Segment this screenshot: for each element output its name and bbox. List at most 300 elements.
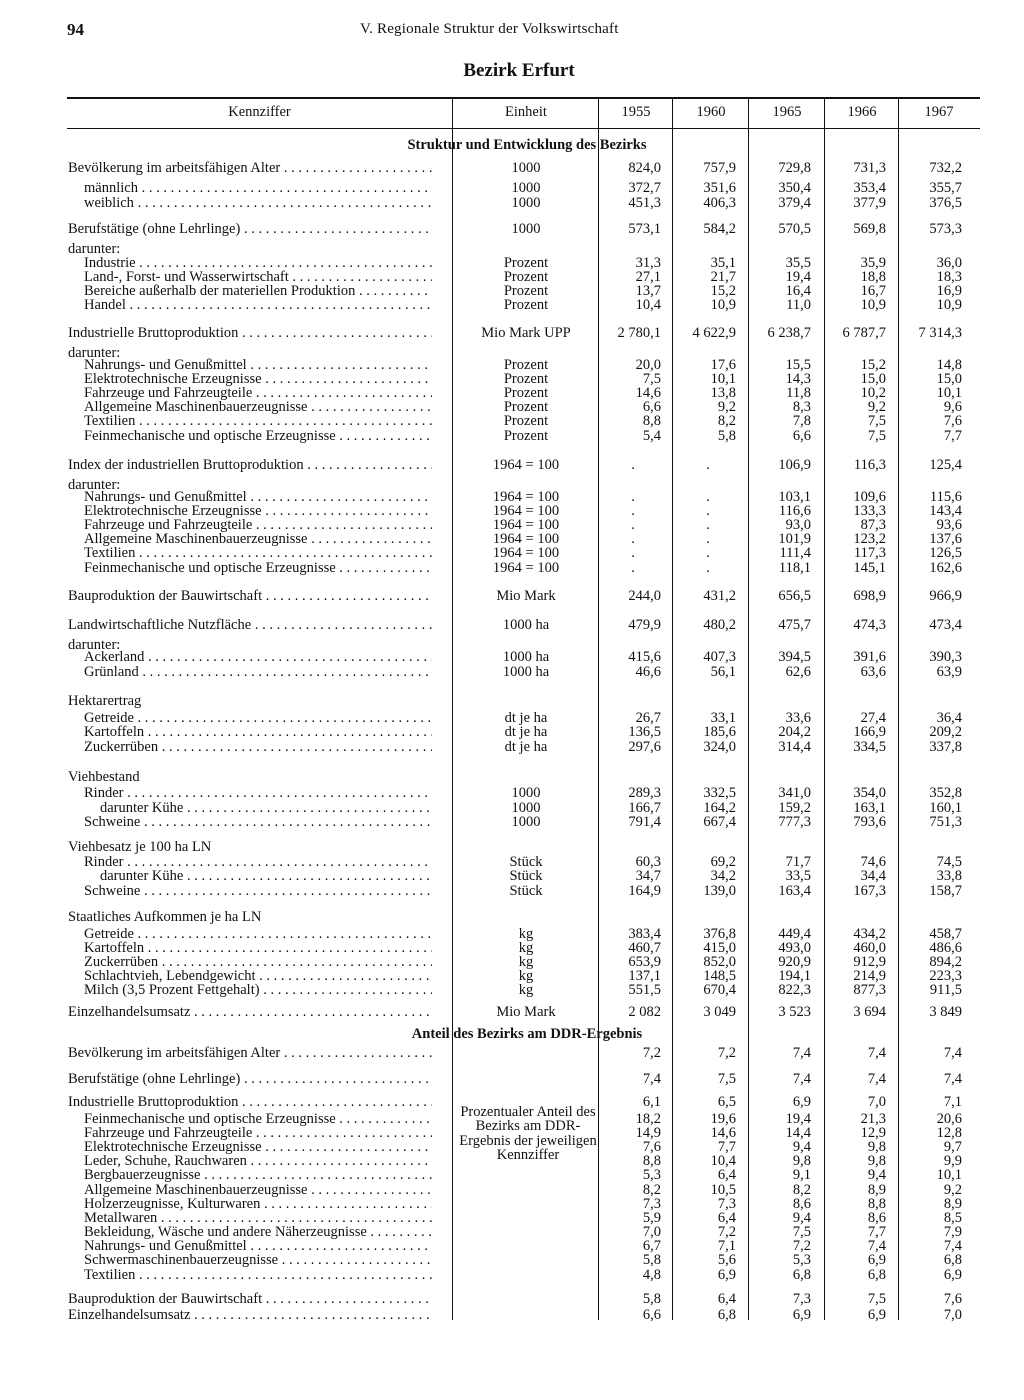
cell-1960: 4 622,9	[692, 325, 736, 341]
table-row	[0, 180, 1024, 196]
table-row	[0, 883, 1024, 899]
cell-1967: 486,6	[929, 940, 962, 956]
row-label: Getreide . . .	[84, 926, 432, 942]
cell-1966: 877,3	[853, 982, 886, 998]
cell-1965: 7,8	[792, 413, 811, 429]
cell-1967: 158,7	[929, 883, 962, 899]
cell-1966: 9,8	[867, 1139, 886, 1155]
cell-1965: 9,8	[792, 1153, 811, 1169]
cell-1955: 5,8	[642, 1252, 661, 1268]
cell-1955: .	[631, 489, 635, 505]
cell-1960: 332,5	[703, 785, 736, 801]
cell-1967: 7,4	[943, 1045, 962, 1061]
row-label: Textilien . . .	[84, 413, 432, 429]
cell-1960: 7,5	[717, 1071, 736, 1087]
cell-1955: 27,1	[635, 269, 661, 285]
cell-1960: 376,8	[703, 926, 736, 942]
row-label: Index der industriellen Bruttoproduktion . . .	[68, 457, 432, 473]
table-row	[0, 1004, 1024, 1020]
cell-1960: 7,2	[717, 1224, 736, 1240]
row-unit: dt je ha	[504, 739, 548, 755]
row-unit: Prozent	[503, 428, 549, 444]
cell-1955: 5,9	[642, 1210, 661, 1226]
cell-1965: 3 523	[778, 1004, 811, 1020]
row-label: Rinder . . .	[84, 785, 432, 801]
cell-1960: 35,1	[710, 255, 736, 271]
cell-1967: 7,7	[943, 428, 962, 444]
cell-1965: 656,5	[778, 588, 811, 604]
cell-1967: 7,4	[943, 1238, 962, 1254]
row-label: Industrielle Bruttoproduktion . . .	[68, 325, 432, 341]
cell-1966: 123,2	[853, 531, 886, 547]
cell-1965: 9,4	[792, 1139, 811, 1155]
cell-1960: 14,6	[710, 1125, 736, 1141]
cell-1955: 137,1	[628, 968, 661, 984]
cell-1965: 6,9	[792, 1094, 811, 1110]
cell-1967: 160,1	[929, 800, 962, 816]
cell-1965: 394,5	[778, 649, 811, 665]
cell-1955: 451,3	[628, 195, 661, 211]
row-label: Industrie . . .	[84, 255, 432, 271]
cell-1955: 551,5	[628, 982, 661, 998]
header-year-1967: 1967	[924, 104, 954, 120]
row-label: Nahrungs- und Genußmittel . . .	[84, 489, 432, 505]
table-row	[0, 413, 1024, 429]
cell-1966: 698,9	[853, 588, 886, 604]
cell-1955: 14,6	[635, 385, 661, 401]
cell-1966: 10,2	[860, 385, 886, 401]
cell-1967: 473,4	[929, 617, 962, 633]
cell-1965: 7,5	[792, 1224, 811, 1240]
row-label: Elektrotechnische Erzeugnisse . . .	[84, 503, 432, 519]
table-row	[0, 325, 1024, 341]
table-row	[0, 769, 1024, 785]
row-unit: kg	[518, 940, 534, 956]
cell-1966: 133,3	[853, 503, 886, 519]
table-row	[0, 814, 1024, 830]
cell-1965: 71,7	[785, 854, 811, 870]
row-unit: 1000	[511, 221, 541, 237]
row-label: Fahrzeuge und Fahrzeugteile . . .	[84, 1125, 432, 1141]
cell-1965: 6,9	[792, 1307, 811, 1323]
cell-1966: 27,4	[860, 710, 886, 726]
cell-1966: 353,4	[853, 180, 886, 196]
row-label: Viehbestand	[68, 769, 140, 785]
cell-1966: 7,5	[867, 1291, 886, 1307]
table-row	[0, 909, 1024, 925]
row-label: Kartoffeln . . .	[84, 940, 432, 956]
cell-1960: 69,2	[710, 854, 736, 870]
cell-1966: 21,3	[860, 1111, 886, 1127]
row-unit: 1000	[511, 195, 541, 211]
cell-1960: 185,6	[703, 724, 736, 740]
cell-1965: 475,7	[778, 617, 811, 633]
row-label: Viehbesatz je 100 ha LN	[68, 839, 212, 855]
row-label: darunter Kühe . . .	[100, 800, 432, 816]
cell-1960: 480,2	[703, 617, 736, 633]
cell-1967: 6,8	[943, 1252, 962, 1268]
cell-1960: 148,5	[703, 968, 736, 984]
cell-1967: 9,6	[943, 399, 962, 415]
row-label: Hektarertrag	[68, 693, 142, 709]
header-bottom-rule	[67, 128, 980, 129]
row-unit: kg	[518, 954, 534, 970]
cell-1955: 791,4	[628, 814, 661, 830]
row-label: Bauproduktion der Bauwirtschaft . . .	[68, 1291, 432, 1307]
cell-1960: .	[706, 545, 710, 561]
cell-1966: 15,2	[860, 357, 886, 373]
cell-1960: 6,5	[717, 1094, 736, 1110]
cell-1960: 34,2	[710, 868, 736, 884]
row-label: Kartoffeln . . .	[84, 724, 432, 740]
cell-1965: 6,6	[792, 428, 811, 444]
cell-1955: 5,8	[642, 1291, 661, 1307]
cell-1967: 10,1	[936, 385, 962, 401]
row-unit: Stück	[509, 883, 543, 899]
cell-1965: 163,4	[778, 883, 811, 899]
cell-1965: 33,6	[785, 710, 811, 726]
cell-1967: 732,2	[929, 160, 962, 176]
cell-1967: 63,9	[936, 664, 962, 680]
row-unit: Mio Mark	[496, 1004, 556, 1020]
cell-1967: 355,7	[929, 180, 962, 196]
row-label: Ackerland . . .	[84, 649, 432, 665]
header-einheit: Einheit	[505, 104, 547, 120]
row-label: Rinder . . .	[84, 854, 432, 870]
cell-1967: 125,4	[929, 457, 962, 473]
row-unit: 1964 = 100	[492, 517, 560, 533]
cell-1966: 34,4	[860, 868, 886, 884]
row-unit: 1964 = 100	[492, 531, 560, 547]
cell-1965: 449,4	[778, 926, 811, 942]
cell-1955: 6,1	[642, 1094, 661, 1110]
cell-1955: 5,4	[642, 428, 661, 444]
cell-1965: 7,4	[792, 1045, 811, 1061]
cell-1967: 8,9	[943, 1196, 962, 1212]
cell-1967: 7 314,3	[918, 325, 962, 341]
table-row	[0, 1167, 1024, 1183]
cell-1966: 117,3	[853, 545, 886, 561]
cell-1967: 12,8	[936, 1125, 962, 1141]
section-heading-struktur: Struktur und Entwicklung des Bezirks	[407, 137, 647, 153]
cell-1965: 19,4	[785, 1111, 811, 1127]
cell-1960: .	[706, 503, 710, 519]
cell-1955: 31,3	[635, 255, 661, 271]
table-row	[0, 1267, 1024, 1283]
cell-1966: 334,5	[853, 739, 886, 755]
row-label: Berufstätige (ohne Lehrlinge) . . .	[68, 221, 432, 237]
row-label: Allgemeine Maschinenbauerzeugnisse . . .	[84, 399, 432, 415]
cell-1955: 4,8	[642, 1267, 661, 1283]
cell-1967: 8,5	[943, 1210, 962, 1226]
cell-1960: 431,2	[703, 588, 736, 604]
cell-1960: 15,2	[710, 283, 736, 299]
cell-1960: 757,9	[703, 160, 736, 176]
cell-1965: 8,3	[792, 399, 811, 415]
cell-1960: .	[706, 457, 710, 473]
cell-1960: 139,0	[703, 883, 736, 899]
cell-1965: 920,9	[778, 954, 811, 970]
cell-1966: 391,6	[853, 649, 886, 665]
cell-1967: 911,5	[929, 982, 962, 998]
cell-1966: 354,0	[853, 785, 886, 801]
cell-1965: 14,3	[785, 371, 811, 387]
cell-1960: 13,8	[710, 385, 736, 401]
cell-1960: 6,4	[717, 1210, 736, 1226]
cell-1967: 143,4	[929, 503, 962, 519]
cell-1966: 8,9	[867, 1182, 886, 1198]
row-label: Allgemeine Maschinenbauerzeugnisse . . .	[84, 531, 432, 547]
cell-1965: 11,0	[786, 297, 811, 313]
row-label: Zuckerrüben . . .	[84, 954, 432, 970]
cell-1967: 36,0	[936, 255, 962, 271]
row-label: Berufstätige (ohne Lehrlinge) . . .	[68, 1071, 432, 1087]
row-unit: Prozent	[503, 399, 549, 415]
cell-1967: 894,2	[929, 954, 962, 970]
cell-1960: 10,9	[710, 297, 736, 313]
cell-1966: 7,4	[867, 1045, 886, 1061]
row-unit: 1000	[511, 785, 541, 801]
row-label: Bereiche außerhalb der materiellen Produktion . . .	[84, 283, 432, 299]
row-label: Bevölkerung im arbeitsfähigen Alter . . .	[68, 1045, 432, 1061]
cell-1960: 7,1	[717, 1238, 736, 1254]
row-label: darunter:	[68, 637, 121, 653]
cell-1965: 777,3	[778, 814, 811, 830]
row-label: Grünland . . .	[84, 664, 432, 680]
cell-1960: 407,3	[703, 649, 736, 665]
cell-1955: 573,1	[628, 221, 661, 237]
cell-1966: 6,9	[867, 1252, 886, 1268]
cell-1955: .	[631, 457, 635, 473]
row-unit: Prozent	[503, 357, 549, 373]
running-head: V. Regionale Struktur der Volkswirtschaft	[360, 21, 619, 37]
row-unit: Prozent	[503, 371, 549, 387]
table-row	[0, 457, 1024, 473]
cell-1966: 7,7	[867, 1224, 886, 1240]
cell-1966: 377,9	[853, 195, 886, 211]
cell-1955: 14,9	[635, 1125, 661, 1141]
cell-1967: 209,2	[929, 724, 962, 740]
cell-1967: 7,4	[943, 1071, 962, 1087]
row-label: Feinmechanische und optische Erzeugnisse . . .	[84, 1111, 432, 1127]
row-label: Leder, Schuhe, Rauchwaren . . .	[84, 1153, 432, 1169]
cell-1966: 731,3	[853, 160, 886, 176]
cell-1965: 35,5	[785, 255, 811, 271]
cell-1966: 9,8	[867, 1153, 886, 1169]
cell-1955: 6,6	[642, 399, 661, 415]
row-unit: Stück	[509, 868, 543, 884]
cell-1967: 137,6	[929, 531, 962, 547]
cell-1966: 74,6	[860, 854, 886, 870]
cell-1965: 19,4	[785, 269, 811, 285]
cell-1955: 10,4	[635, 297, 661, 313]
cell-1965: 16,4	[785, 283, 811, 299]
cell-1966: 145,1	[853, 560, 886, 576]
cell-1965: 7,2	[792, 1238, 811, 1254]
cell-1955: .	[631, 517, 635, 533]
cell-1965: 350,4	[778, 180, 811, 196]
cell-1966: 12,9	[860, 1125, 886, 1141]
cell-1955: 136,5	[628, 724, 661, 740]
cell-1955: 7,5	[642, 371, 661, 387]
cell-1966: 109,6	[853, 489, 886, 505]
cell-1960: 9,2	[717, 399, 736, 415]
cell-1960: 6,4	[717, 1291, 736, 1307]
cell-1967: 14,8	[936, 357, 962, 373]
cell-1966: 63,6	[860, 664, 886, 680]
cell-1965: 7,4	[792, 1071, 811, 1087]
cell-1960: 667,4	[703, 814, 736, 830]
cell-1966: 569,8	[853, 221, 886, 237]
table-row	[0, 693, 1024, 709]
row-label: darunter Kühe . . .	[100, 868, 432, 884]
cell-1955: .	[631, 545, 635, 561]
row-label: Fahrzeuge und Fahrzeugteile . . .	[84, 517, 432, 533]
cell-1955: 7,0	[642, 1224, 661, 1240]
table-row	[0, 560, 1024, 576]
cell-1966: 163,1	[853, 800, 886, 816]
row-label: Getreide . . .	[84, 710, 432, 726]
cell-1967: 376,5	[929, 195, 962, 211]
row-unit: 1000	[511, 160, 541, 176]
row-label: Feinmechanische und optische Erzeugnisse . . .	[84, 428, 432, 444]
row-label: Einzelhandelsumsatz . . .	[68, 1004, 432, 1020]
row-label: Einzelhandelsumsatz . . .	[68, 1307, 432, 1323]
cell-1960: 8,2	[717, 413, 736, 429]
cell-1966: 6,8	[867, 1267, 886, 1283]
row-unit: Prozent	[503, 255, 549, 271]
cell-1965: 103,1	[778, 489, 811, 505]
row-unit: 1964 = 100	[492, 545, 560, 561]
page-number: 94	[67, 20, 84, 39]
cell-1955: 289,3	[628, 785, 661, 801]
row-label: Staatliches Aufkommen je ha LN	[68, 909, 262, 925]
table-row	[0, 1094, 1024, 1110]
cell-1965: 15,5	[785, 357, 811, 373]
table-row	[0, 649, 1024, 665]
cell-1955: 8,2	[642, 1182, 661, 1198]
cell-1955: 6,7	[642, 1238, 661, 1254]
row-unit: kg	[518, 926, 534, 942]
cell-1960: 7,3	[717, 1196, 736, 1212]
cell-1966: 35,9	[860, 255, 886, 271]
cell-1960: 670,4	[703, 982, 736, 998]
cell-1966: 8,8	[867, 1196, 886, 1212]
table-row	[0, 617, 1024, 633]
row-unit: 1000	[511, 180, 541, 196]
row-label: Elektrotechnische Erzeugnisse . . .	[84, 371, 432, 387]
cell-1965: 7,3	[792, 1291, 811, 1307]
cell-1966: 434,2	[853, 926, 886, 942]
row-label: Schweine . . .	[84, 814, 432, 830]
cell-1960: 584,2	[703, 221, 736, 237]
cell-1960: 56,1	[710, 664, 736, 680]
row-label: Allgemeine Maschinenbauerzeugnisse . . .	[84, 1182, 432, 1198]
cell-1966: 460,0	[853, 940, 886, 956]
row-label: Textilien . . .	[84, 545, 432, 561]
cell-1960: 21,7	[710, 269, 736, 285]
row-unit: Prozent	[503, 269, 549, 285]
cell-1955: 46,6	[635, 664, 661, 680]
row-label: Nahrungs- und Genußmittel . . .	[84, 357, 432, 373]
table-row	[0, 160, 1024, 176]
cell-1960: 6,8	[717, 1307, 736, 1323]
cell-1955: .	[631, 560, 635, 576]
cell-1960: 5,8	[717, 428, 736, 444]
cell-1965: 8,2	[792, 1182, 811, 1198]
row-label: Holzerzeugnisse, Kulturwaren . . .	[84, 1196, 432, 1212]
row-label: Bekleidung, Wäsche und andere Näherzeugnisse . . .	[84, 1224, 432, 1240]
cell-1955: 383,4	[628, 926, 661, 942]
cell-1967: 9,9	[943, 1153, 962, 1169]
table-row	[0, 1045, 1024, 1061]
cell-1955: 244,0	[628, 588, 661, 604]
row-unit: Prozent	[503, 297, 549, 313]
cell-1966: 15,0	[860, 371, 886, 387]
row-unit: 1000	[511, 800, 541, 816]
cell-1967: 6,9	[943, 1267, 962, 1283]
header-year-1966: 1966	[847, 104, 877, 120]
cell-1967: 352,8	[929, 785, 962, 801]
row-label: Nahrungs- und Genußmittel . . .	[84, 1238, 432, 1254]
row-label: Landwirtschaftliche Nutzfläche . . .	[68, 617, 432, 633]
cell-1955: 8,8	[642, 413, 661, 429]
section-heading-anteil: Anteil des Bezirks am DDR-Ergebnis	[411, 1026, 643, 1042]
cell-1955: 7,4	[642, 1071, 661, 1087]
row-unit: 1964 = 100	[492, 457, 560, 473]
row-label: männlich . . .	[84, 180, 432, 196]
cell-1965: 379,4	[778, 195, 811, 211]
row-label: darunter:	[68, 477, 121, 493]
cell-1966: 116,3	[853, 457, 886, 473]
cell-1955: 7,3	[642, 1196, 661, 1212]
cell-1966: 7,5	[867, 413, 886, 429]
table-row	[0, 297, 1024, 313]
row-label: Land-, Forst- und Wasserwirtschaft . . .	[84, 269, 432, 285]
page-title: Bezirk Erfurt	[463, 60, 575, 81]
table-top-rule	[67, 97, 980, 99]
cell-1965: 6,8	[792, 1267, 811, 1283]
cell-1960: 6,4	[717, 1167, 736, 1183]
cell-1960: .	[706, 531, 710, 547]
cell-1960: 19,6	[710, 1111, 736, 1127]
row-unit: 1000 ha	[502, 664, 550, 680]
cell-1960: 17,6	[710, 357, 736, 373]
cell-1955: 479,9	[628, 617, 661, 633]
cell-1965: 14,4	[785, 1125, 811, 1141]
row-label: Feinmechanische und optische Erzeugnisse . . .	[84, 560, 432, 576]
cell-1966: 474,3	[853, 617, 886, 633]
cell-1966: 7,4	[867, 1071, 886, 1087]
cell-1955: 415,6	[628, 649, 661, 665]
cell-1965: 8,6	[792, 1196, 811, 1212]
cell-1967: 16,9	[936, 283, 962, 299]
cell-1960: 10,1	[710, 371, 736, 387]
table-row	[0, 839, 1024, 855]
anteil-unit-note: Prozentualer Anteil des Bezirks am DDR-Ergebnis der jeweiligen Kennziffer	[459, 1104, 597, 1163]
cell-1955: 13,7	[635, 283, 661, 299]
cell-1965: 493,0	[778, 940, 811, 956]
cell-1955: 26,7	[635, 710, 661, 726]
cell-1966: 9,2	[867, 399, 886, 415]
row-unit: 1964 = 100	[492, 560, 560, 576]
cell-1960: 164,2	[703, 800, 736, 816]
cell-1960: 7,2	[717, 1045, 736, 1061]
row-label: Metallwaren . . .	[84, 1210, 432, 1226]
cell-1965: 204,2	[778, 724, 811, 740]
row-label: Bevölkerung im arbeitsfähigen Alter . . .	[68, 160, 432, 176]
cell-1960: 7,7	[717, 1139, 736, 1155]
